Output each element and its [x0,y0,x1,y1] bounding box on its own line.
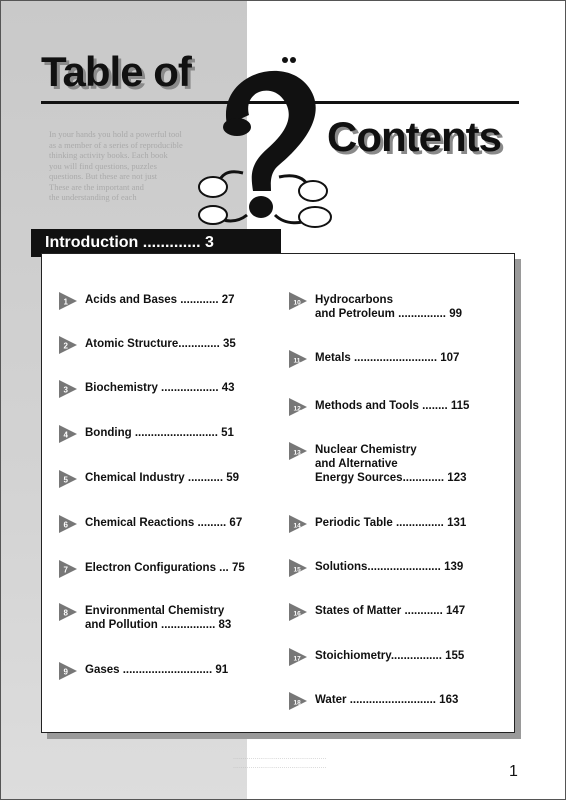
svg-text:6: 6 [63,520,68,530]
chapter-number-badge [59,560,77,578]
toc-entry[interactable] [289,649,464,666]
background-footer-texture: ................................................ ................................................ [233,754,327,770]
chapter-number-badge [289,350,307,368]
toc-entry-label: Solutions....................... 139 [315,561,464,573]
toc-entry-label: Water ........................... 163 [315,694,459,706]
toc-entry-label: Chemical Reactions ......... 67 [85,517,243,529]
chapter-number-badge [289,398,307,416]
svg-text:17: 17 [293,655,301,663]
question-mark-character-illustration [187,55,337,235]
svg-text:10: 10 [293,299,301,307]
page-title-part-1: Table of [41,48,191,95]
page-number: 1 [509,763,518,780]
chapter-number-badge [289,603,307,621]
page-title-part-2: Contents [327,113,501,160]
toc-entry-label: Environmental Chemistry and Pollution ................. 83 [85,605,232,631]
chapter-number-badge [59,380,77,398]
toc-entry[interactable] [289,293,462,321]
svg-text:9: 9 [63,667,68,677]
chapter-number-badge [59,425,77,443]
chapter-number-badge [59,603,77,621]
chapter-number-badge [59,515,77,533]
chapter-number-badge [289,292,307,310]
toc-entry[interactable] [59,663,228,680]
toc-entry[interactable] [59,381,235,398]
svg-text:16: 16 [293,610,301,618]
chapter-number-badge [289,442,307,460]
svg-text:14: 14 [293,522,301,530]
toc-entry-label: Methods and Tools ........ 115 [315,400,470,412]
toc-entry[interactable] [289,604,465,621]
toc-entry[interactable] [59,426,234,443]
chapter-number-badge [289,692,307,710]
svg-text:1: 1 [63,297,68,307]
toc-entry-label: Electron Configurations ... 75 [85,562,245,574]
toc-entry-label: States of Matter ............ 147 [315,605,466,617]
chapter-number-badge [59,292,77,310]
toc-entry[interactable] [289,560,463,577]
toc-entry-label: Hydrocarbons and Petroleum ............... 99 [315,294,462,320]
toc-entry[interactable] [289,443,466,485]
toc-entry-label: Periodic Table ............... 131 [315,517,467,529]
toc-entry-label: Acids and Bases ............ 27 [85,294,235,306]
toc-entry[interactable] [59,337,236,354]
toc-entry-label: Stoichiometry................ 155 [315,650,465,662]
toc-entry-label: Bonding .......................... 51 [85,427,234,439]
toc-entry[interactable] [59,471,239,488]
chapter-number-badge [289,559,307,577]
svg-text:11: 11 [293,357,301,365]
svg-text:5: 5 [63,475,68,485]
svg-text:7: 7 [63,565,68,575]
toc-entry-label: Metals .......................... 107 [315,352,460,364]
svg-text:13: 13 [293,449,301,457]
svg-text:18: 18 [293,699,301,707]
toc-entry[interactable] [59,561,245,578]
toc-entry[interactable] [59,293,235,310]
toc-entry-label: Gases ............................ 91 [85,664,229,676]
toc-entry[interactable] [59,604,231,632]
toc-entry[interactable] [289,351,459,368]
toc-entry-label: Chemical Industry ........... 59 [85,472,240,484]
toc-entry[interactable] [59,516,242,533]
toc-entry-label: Nuclear Chemistry and Alternative Energy Sources............. 123 [315,444,467,484]
toc-entry[interactable] [289,516,466,533]
toc-entry[interactable] [289,399,469,416]
svg-text:8: 8 [63,608,68,618]
chapter-number-badge [289,515,307,533]
svg-text:12: 12 [293,405,301,413]
svg-text:4: 4 [63,430,68,440]
svg-text:2: 2 [63,341,68,351]
toc-entry[interactable] [289,693,458,710]
chapter-number-badge [289,648,307,666]
chapter-number-badge [59,662,77,680]
chapter-number-badge [59,336,77,354]
toc-entry-label: Biochemistry .................. 43 [85,382,235,394]
introduction-entry[interactable]: Introduction ............. 3 [45,234,214,251]
toc-entry-label: Atomic Structure............. 35 [85,338,236,350]
background-paragraph-texture: In your hands you hold a powerful tool as a member of a series of reproducible thinking activity books. Each book you will find questions, puzzles questions. But these are not just These are the important and the understanding of each [49,129,183,202]
svg-text:3: 3 [63,385,68,395]
chapter-number-badge [59,470,77,488]
svg-text:15: 15 [293,566,301,574]
